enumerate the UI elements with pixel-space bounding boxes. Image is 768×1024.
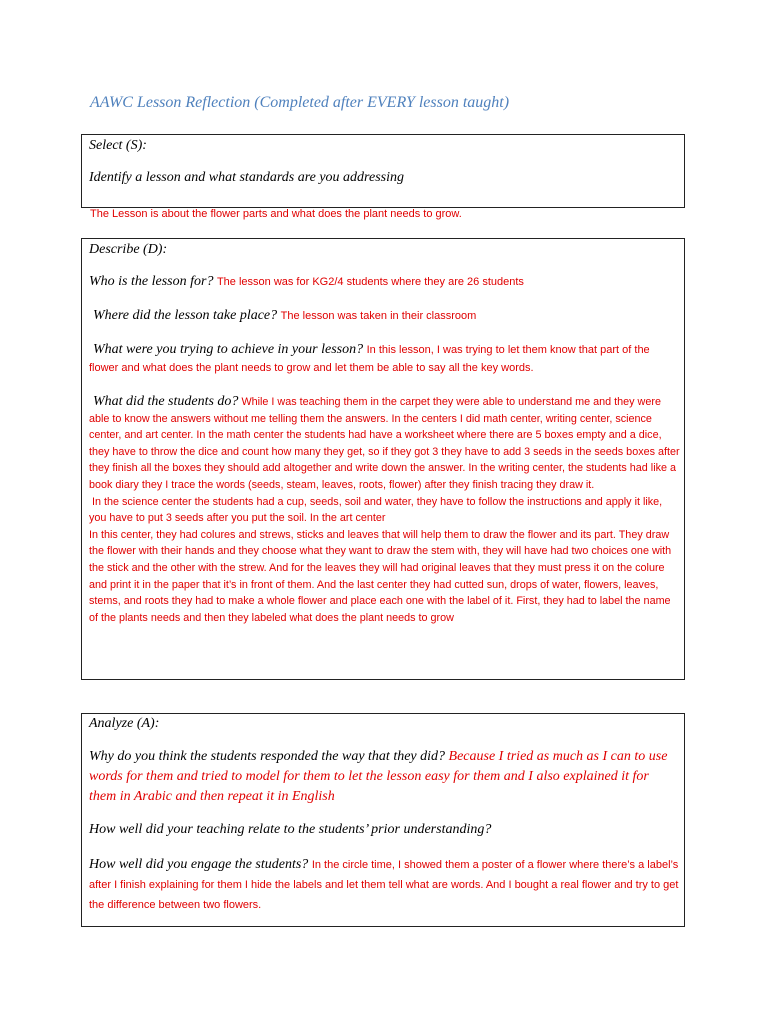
describe-question-who [89, 273, 679, 291]
describe-section [81, 238, 685, 680]
answer-text: While I was teaching them in the carpet they were able to understand me and they were able to know the answers without me telling them the answers. In the centers I did math center, writing center, science center, and art center. In the math center the students had have a worksheet where there are 5 boxes empty and a dice, they have to throw the dice and count how many they get, so if they got 3 they have to add 3 seeds in the seeds boxes after they finish all the boxes they should add altogether and write down the answer. In the writing center, the students had like a book diary they I trace the words (seeds, steam, leaves, roots, flower) after they finish tracing they draw it. [89, 396, 680, 491]
describe-question-where [93, 307, 683, 325]
select-prompt: Identify a lesson and what standards are you addressing [89, 170, 404, 185]
describe-question-students [89, 394, 681, 626]
answer-text: In this lesson, I was trying to let them know that part of the flower and what does the plant needs to grow and let them be able to say all the key words. [89, 344, 650, 374]
select-heading: Select (S): [89, 138, 147, 153]
question-text: What did the students do? [93, 394, 239, 409]
answer-text: The lesson was for KG2/4 students where they are 26 students [216, 276, 524, 288]
select-answer: The Lesson is about the flower parts and what does the plant needs to grow. [90, 208, 462, 220]
describe-heading: Describe (D): [89, 242, 168, 257]
question-text: Where did the lesson take place? [93, 308, 278, 323]
question-text: Why do you think the students responded the way that they did? [89, 749, 446, 764]
analyze-question-prior: How well did your teaching relate to the students’ prior understanding? [89, 822, 492, 837]
page-title: AAWC Lesson Reflection (Completed after EVERY lesson taught) [90, 94, 510, 111]
analyze-question-engage [89, 855, 679, 915]
answer-text: In the science center the students had a cup, seeds, soil and water, they have to follow the instructions and apply it like, you have to put 3 seeds after you put the soil. In the art center [89, 495, 663, 525]
select-section [81, 134, 685, 208]
analyze-section [81, 713, 685, 927]
answer-text: The lesson was taken in their classroom [280, 310, 477, 322]
analyze-question-response [89, 747, 679, 807]
analyze-heading: Analyze (A): [89, 716, 160, 731]
question-text: What were you trying to achieve in your lesson? [93, 342, 364, 357]
question-text: How well did you engage the students? [89, 857, 309, 872]
answer-text: In this center, they had colures and strews, sticks and leaves that will help them to draw the flower and its part. They draw the flower with their hands and they choose what they want to draw the stem with, they will have had two choices one with the stick and the other with the strew. And for the leaves they will had original leaves that they must press it on the colure and print it in the paper that it’s in front of them. And the last center they had cutted sun, drops of water, flowers, leaves, stems, and roots they had to make a whole flower and place each one with the label of it. First, they had to label the name of the plants needs and then they labeled what does the plant needs to grow [89, 528, 672, 624]
answer-text: In the circle time, I showed them a poster of a flower where there’s a label’s after I finish explaining for them I hide the labels and let them tell what are words. And I bought a real flower and try to get the difference between two flowers. [89, 859, 679, 911]
question-text: Who is the lesson for? [89, 274, 214, 289]
describe-question-achieve [89, 341, 679, 377]
answer-text: Because I tried as much as I can to use words for them and tried to model for them to let the lesson easy for them and I also explained it for them in Arabic and then repeat it in English [89, 749, 668, 804]
